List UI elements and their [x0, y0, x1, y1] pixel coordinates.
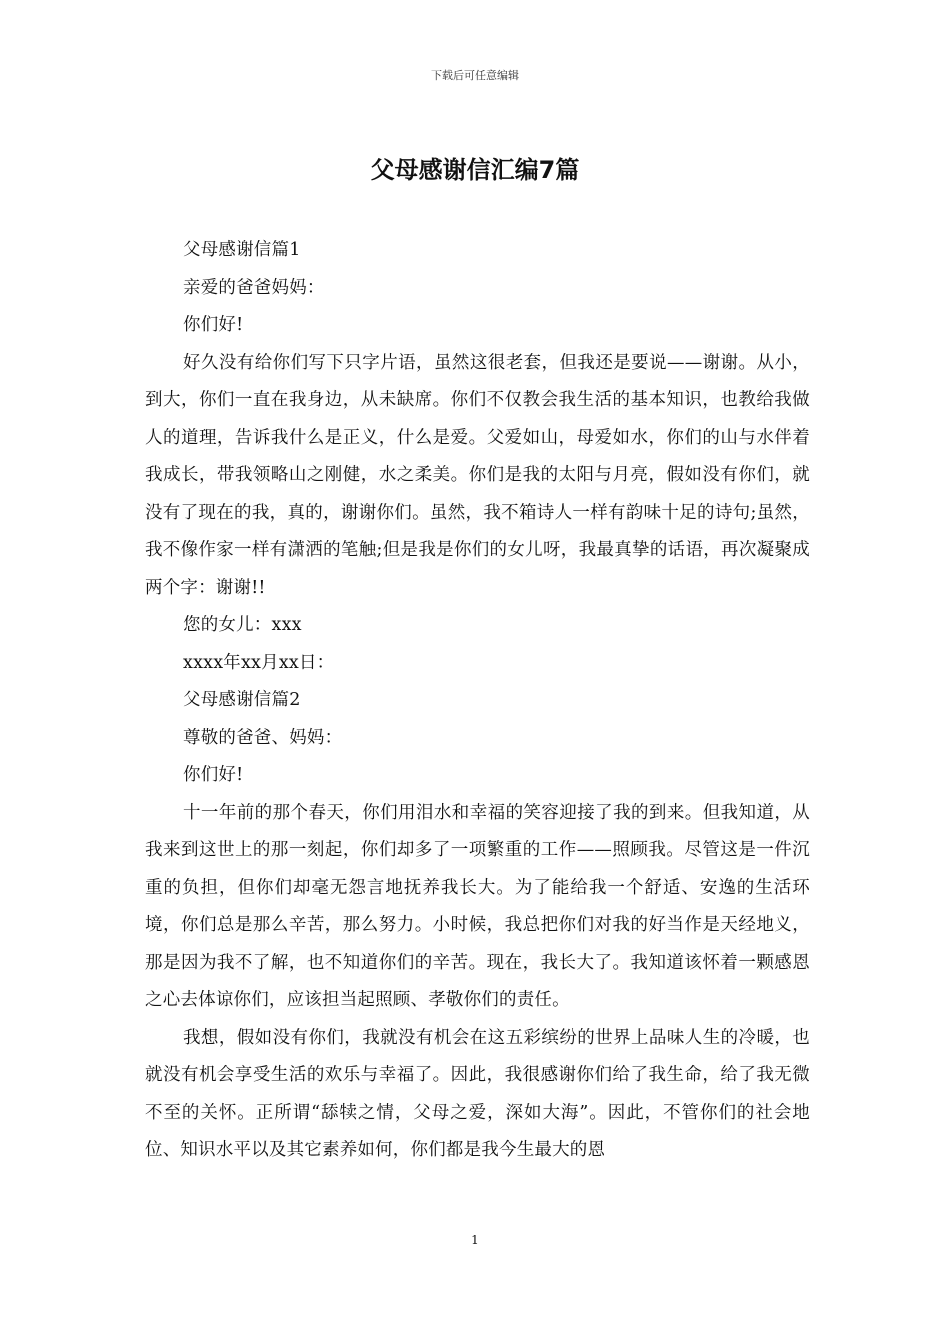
section-heading-2: 父母感谢信篇2	[183, 690, 301, 710]
body-paragraph: 十一年前的那个春天，你们用泪水和幸福的笑容迎接了我的到来。但我知道，从我来到这世上的那一刻起，你们却多了一项繁重的工作——照顾我。尽管这是一件沉重的负担，但你们却毫无怨言地抚养我长大。为了能给我一个舒适、安逸的生活环境，你们总是那么辛苦，那么努力。小时候，我总把你们对我的好当作是天经地义，那是因为我不了解，也不知道你们的辛苦。现在，我长大了。我知道该怀着一颗感恩之心去体谅你们，应该担当起照顾、孝敬你们的责任。	[145, 802, 810, 1010]
document-title: 父母感谢信汇编7篇	[370, 156, 580, 184]
document-body	[145, 232, 810, 1170]
greeting: 你们好!	[183, 315, 244, 335]
page-number: 1	[471, 1233, 479, 1247]
page-header: 下载后可任意编辑	[431, 69, 519, 82]
date-line: xxxx年xx月xx日：	[183, 652, 335, 673]
salutation: 亲爱的爸爸妈妈：	[183, 277, 325, 298]
greeting: 你们好!	[183, 765, 244, 785]
body-paragraph: 好久没有给你们写下只字片语，虽然这很老套，但我还是要说——谢谢。从小，到大，你们一直在我身边，从未缺席。你们不仅教会我生活的基本知识，也教给我做人的道理，告诉我什么是正义，什么是爱。父爱如山，母爱如水，你们的山与水伴着我成长，带我领略山之刚健，水之柔美。你们是我的太阳与月亮，假如没有你们，就没有了现在的我，真的，谢谢你们。虽然，我不箱诗人一样有韵味十足的诗句;虽然，我不像作家一样有潇洒的笔触;但是我是你们的女儿呀，我最真挚的话语，再次凝聚成两个字：谢谢!!	[145, 352, 810, 598]
salutation: 尊敬的爸爸、妈妈：	[183, 727, 343, 748]
signature: 您的女儿：xxx	[183, 615, 302, 635]
body-paragraph: 我想，假如没有你们，我就没有机会在这五彩缤纷的世界上品味人生的冷暖，也就没有机会享受生活的欢乐与幸福了。因此，我很感谢你们给了我生命，给了我无微不至的关怀。正所谓“舔犊之情，父母之爱，深如大海”。因此，不管你们的社会地位、知识水平以及其它素养如何，你们都是我今生最大的恩	[145, 1027, 810, 1160]
section-heading-1: 父母感谢信篇1	[183, 240, 301, 260]
